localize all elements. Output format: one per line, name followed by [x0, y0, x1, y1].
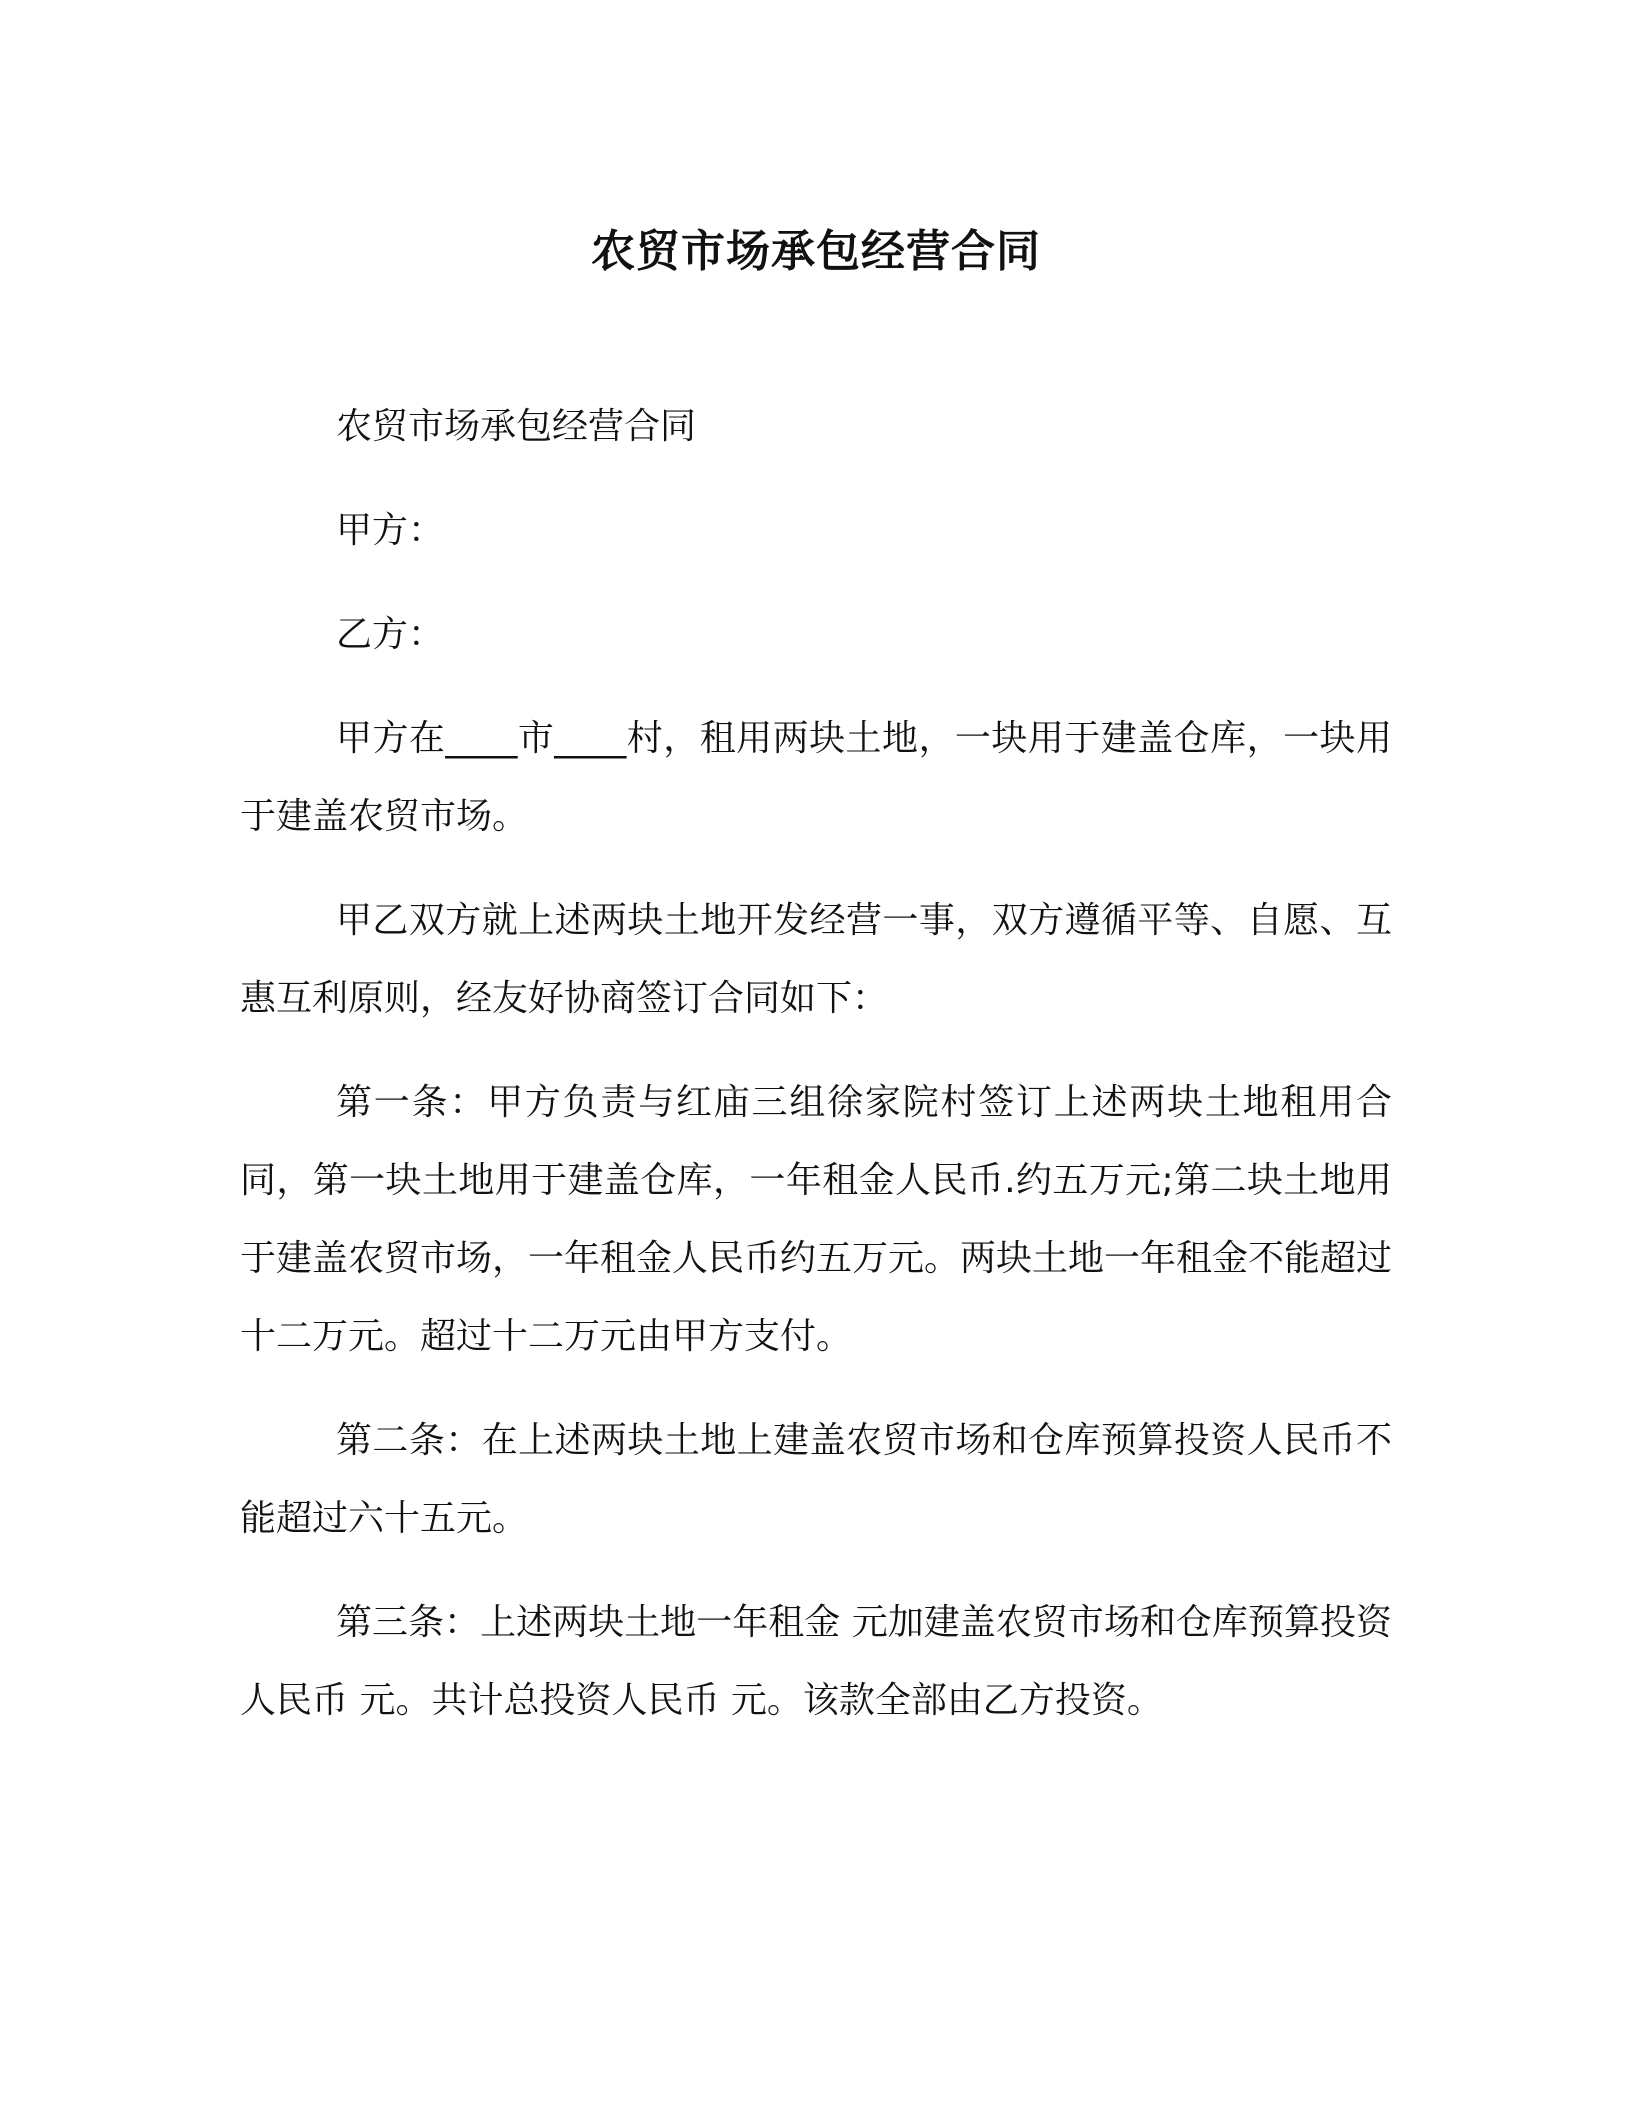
paragraph-land-rental: 甲方在____市____村，租用两块土地，一块用于建盖仓库，一块用于建盖农贸市场。 [240, 718, 1392, 837]
paragraph-article-2: 第二条：在上述两块土地上建盖农贸市场和仓库预算投资人民币不能超过六十五元。 [240, 1420, 1392, 1539]
paragraph-subtitle: 农贸市场承包经营合同 [336, 406, 697, 447]
paragraph-article-3: 第三条：上述两块土地一年租金 元加建盖农贸市场和仓库预算投资人民币 元。共计总投资人民币 元。该款全部由乙方投资。 [240, 1602, 1392, 1721]
paragraph-party-a: 甲方： [336, 510, 445, 551]
document-title: 农贸市场承包经营合同 [591, 226, 1041, 277]
paragraph-article-1: 第一条：甲方负责与红庙三组徐家院村签订上述两块土地租用合同，第一块土地用于建盖仓库，一年租金人民币.约五万元;第二块土地用于建盖农贸市场，一年租金人民币约五万元。两块土地一年租金不能超过十二万元。超过十二万元由甲方支付。 [240, 1082, 1393, 1357]
paragraph-party-b: 乙方： [336, 614, 445, 655]
paragraph-agreement-intro: 甲乙双方就上述两块土地开发经营一事，双方遵循平等、自愿、互惠互利原则，经友好协商签订合同如下： [240, 900, 1392, 1019]
document-body [240, 388, 1392, 1766]
